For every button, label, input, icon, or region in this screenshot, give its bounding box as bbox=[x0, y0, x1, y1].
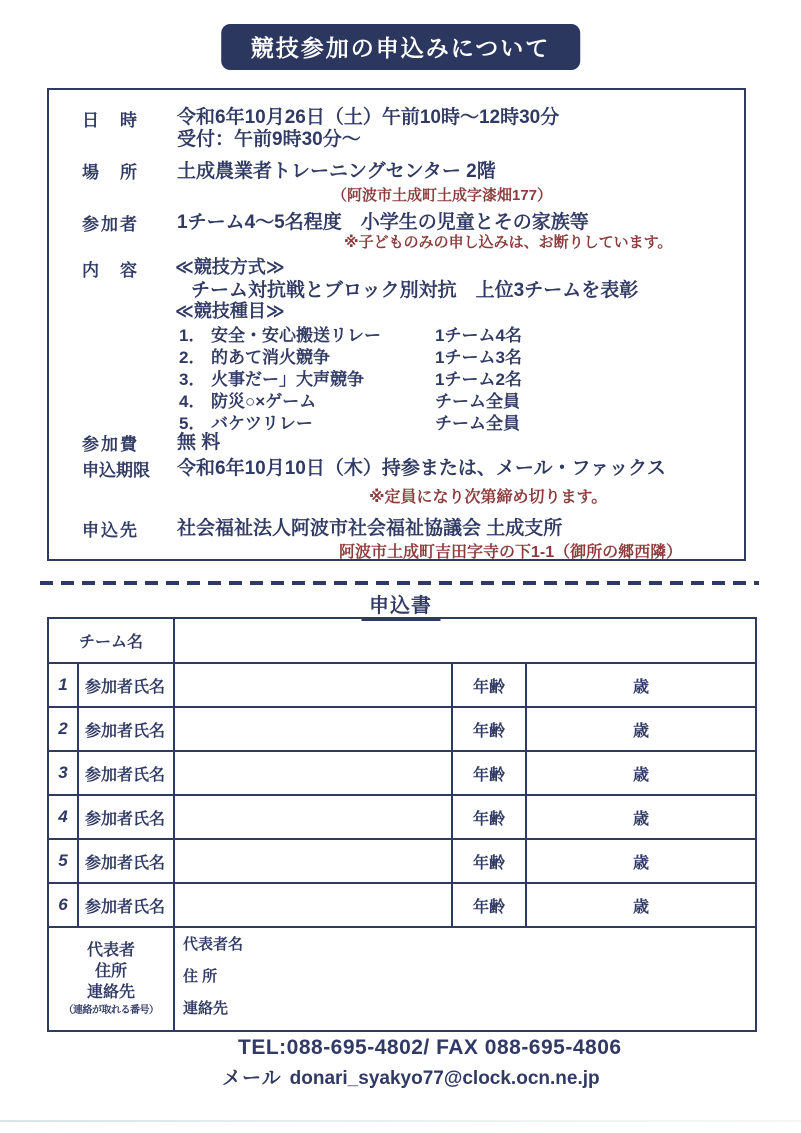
participant-name-label: 参加者氏名 bbox=[78, 839, 174, 883]
participants-label: 参加者 bbox=[82, 215, 139, 234]
participant-row-6 bbox=[48, 883, 756, 927]
event-name: バケツリレー bbox=[211, 414, 313, 433]
contact-label: 連絡先 bbox=[87, 983, 136, 1001]
row-number: 1 bbox=[48, 663, 78, 707]
event-members: チーム全員 bbox=[435, 392, 520, 411]
participant-name-label: 参加者氏名 bbox=[78, 751, 174, 795]
email-line bbox=[222, 1063, 600, 1090]
apply-to-value: 社会福祉法人阿波市社会福祉協議会 土成支所 bbox=[177, 518, 563, 539]
participant-name-label: 参加者氏名 bbox=[78, 795, 174, 839]
age-label: 年齢 bbox=[452, 883, 526, 927]
team-name-input-cell bbox=[174, 618, 756, 663]
age-label: 年齢 bbox=[452, 839, 526, 883]
contents-label: 内 容 bbox=[82, 261, 139, 280]
representative-row bbox=[48, 927, 756, 1031]
event-info-box bbox=[47, 88, 746, 561]
deadline-value: 令和6年10月10日（木）持参または、メール・ファックス bbox=[177, 458, 666, 479]
participant-row-2 bbox=[48, 707, 756, 751]
event-members: 1チーム4名 bbox=[435, 326, 522, 345]
address-field-label: 住 所 bbox=[183, 968, 218, 985]
participant-name-input-cell bbox=[174, 839, 452, 883]
fee-label: 参加費 bbox=[82, 435, 139, 454]
participant-row-4 bbox=[48, 795, 756, 839]
event-name: 安全・安心搬送リレー bbox=[211, 326, 381, 345]
age-unit-label: 歳 bbox=[526, 707, 756, 751]
event-number: 2． bbox=[179, 348, 206, 367]
address-label: 住所 bbox=[95, 963, 128, 981]
row-number: 6 bbox=[48, 883, 78, 927]
age-unit-label: 歳 bbox=[526, 795, 756, 839]
representative-name-field-label: 代表者名 bbox=[183, 936, 244, 953]
event-members: 1チーム3名 bbox=[435, 348, 522, 367]
datetime-label: 日 時 bbox=[82, 111, 139, 130]
participant-name-label: 参加者氏名 bbox=[78, 883, 174, 927]
participants-value: 1チーム4～5名程度 小学生の児童とその家族等 bbox=[177, 212, 589, 233]
row-number: 2 bbox=[48, 707, 78, 751]
age-label: 年齢 bbox=[452, 707, 526, 751]
reachable-number-note: （連絡が取れる番号） bbox=[63, 1004, 159, 1016]
row-number: 3 bbox=[48, 751, 78, 795]
contact-field-label: 連絡先 bbox=[183, 1000, 229, 1017]
age-unit-label: 歳 bbox=[526, 839, 756, 883]
apply-to-label: 申込先 bbox=[82, 521, 139, 540]
participant-name-input-cell bbox=[174, 795, 452, 839]
participant-name-input-cell bbox=[174, 883, 452, 927]
place-value: 土成農業者トレーニングセンター 2階 bbox=[177, 161, 496, 182]
representative-left-cell bbox=[48, 927, 174, 1031]
scan-paper-edge bbox=[0, 1120, 801, 1122]
email-label: メール bbox=[222, 1068, 282, 1089]
participants-note: ※子どものみの申し込みは、お断りしています。 bbox=[344, 234, 673, 251]
event-members: チーム全員 bbox=[435, 414, 520, 433]
representative-right-cell bbox=[174, 927, 756, 1031]
event-number: 3． bbox=[179, 370, 206, 389]
deadline-note: ※定員になり次第締め切ります。 bbox=[369, 489, 608, 506]
event-number: 5． bbox=[179, 414, 206, 433]
event-number: 4． bbox=[179, 392, 206, 411]
team-name-row bbox=[48, 618, 756, 663]
participant-row-3 bbox=[48, 751, 756, 795]
event-name: 防災○×ゲーム bbox=[211, 392, 317, 411]
event-number: 1． bbox=[179, 326, 206, 345]
age-unit-label: 歳 bbox=[526, 663, 756, 707]
age-label: 年齢 bbox=[452, 751, 526, 795]
age-label: 年齢 bbox=[452, 795, 526, 839]
team-name-label: チーム名 bbox=[48, 618, 174, 663]
event-name: 的あて消火競争 bbox=[211, 348, 330, 367]
events-heading: ≪競技種目≫ bbox=[175, 301, 285, 321]
representative-label: 代表者 bbox=[87, 942, 136, 960]
application-form-heading: 申込書 bbox=[361, 589, 440, 621]
apply-to-address-note: 阿波市土成町吉田字寺の下1-1（御所の郷西隣） bbox=[339, 544, 683, 561]
application-form-table bbox=[47, 617, 757, 1032]
format-heading: ≪競技方式≫ bbox=[175, 257, 285, 277]
event-item-5 bbox=[179, 409, 729, 434]
participant-name-input-cell bbox=[174, 663, 452, 707]
participant-row-1 bbox=[48, 663, 756, 707]
participant-name-input-cell bbox=[174, 751, 452, 795]
age-unit-label: 歳 bbox=[526, 751, 756, 795]
cut-line-dashed bbox=[40, 581, 759, 585]
event-name: 火事だー」大声競争 bbox=[211, 370, 364, 389]
participant-name-label: 参加者氏名 bbox=[78, 707, 174, 751]
participant-name-input-cell bbox=[174, 707, 452, 751]
age-label: 年齢 bbox=[452, 663, 526, 707]
email-address: donari_syakyo77@clock.ocn.ne.jp bbox=[289, 1068, 600, 1089]
event-members: 1チーム2名 bbox=[435, 370, 522, 389]
deadline-label: 申込期限 bbox=[82, 461, 150, 480]
place-address-note: （阿波市土成町土成字漆畑177） bbox=[332, 187, 553, 204]
participant-row-5 bbox=[48, 839, 756, 883]
datetime-value-line2: 受付：午前9時30分～ bbox=[177, 129, 361, 150]
page-title: 競技参加の申込みについて bbox=[250, 35, 551, 61]
datetime-value-line1: 令和6年10月26日（土）午前10時～12時30分 bbox=[177, 107, 560, 128]
title-banner bbox=[221, 24, 581, 70]
participant-name-label: 参加者氏名 bbox=[78, 663, 174, 707]
place-label: 場 所 bbox=[82, 163, 139, 182]
row-number: 5 bbox=[48, 839, 78, 883]
tel-fax-line: TEL:088-695-4802/ FAX 088-695-4806 bbox=[238, 1036, 622, 1059]
row-number: 4 bbox=[48, 795, 78, 839]
fee-value: 無 料 bbox=[177, 432, 221, 453]
format-value: チーム対抗戦とブロック別対抗 上位3チームを表彰 bbox=[191, 280, 639, 301]
age-unit-label: 歳 bbox=[526, 883, 756, 927]
